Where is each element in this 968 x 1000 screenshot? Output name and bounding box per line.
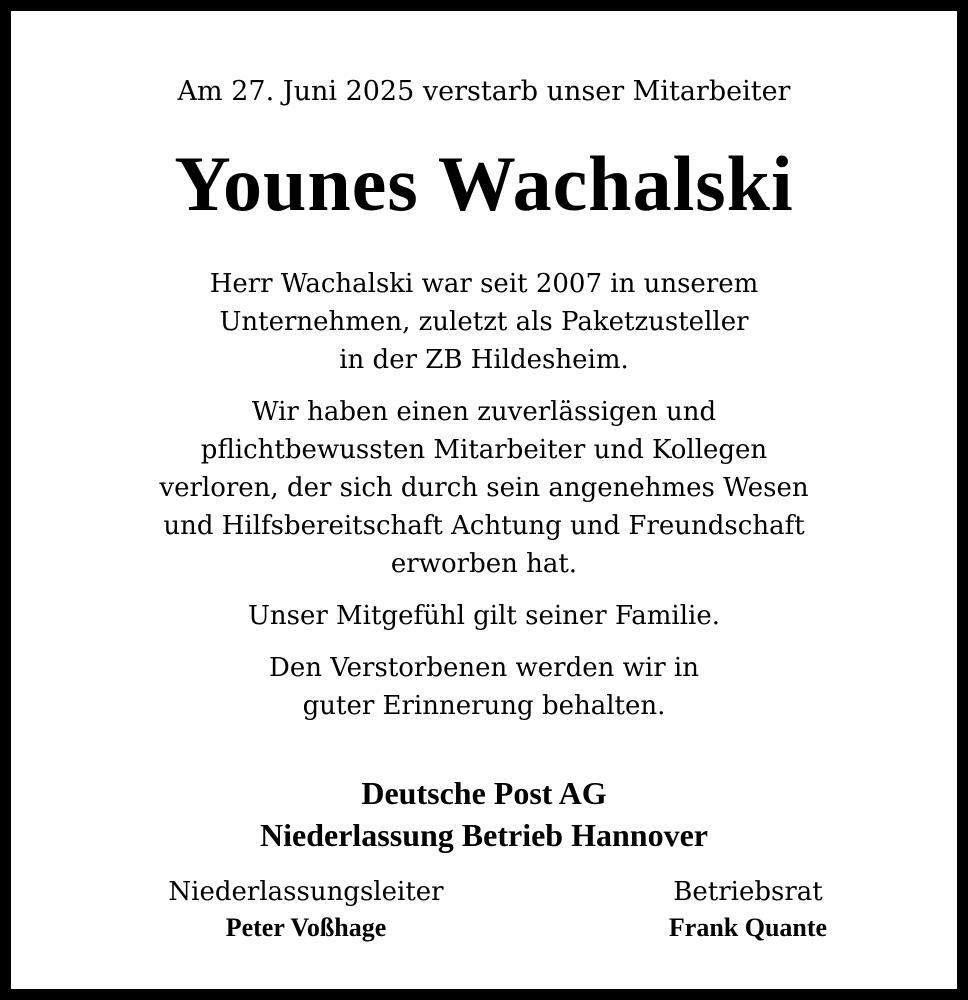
deceased-name: Younes Wachalski (174, 140, 794, 227)
paragraph-line: Herr Wachalski war seit 2007 in unserem (209, 269, 759, 299)
paragraph-line: Unser Mitgefühl gilt seiner Familie. (247, 601, 721, 631)
intro-text: Am 27. Juni 2025 verstarb unser Mitarbeiter (177, 76, 791, 107)
paragraph-line: Wir haben einen zuverlässigen und (251, 397, 717, 427)
paragraph-line: erworben hat. (390, 549, 578, 579)
signatory-left (131, 874, 481, 946)
signatory-role: Niederlassungsleiter (168, 877, 444, 907)
paragraph-line: Den Verstorbenen werden wir in (269, 653, 699, 683)
paragraph-line: guter Erinnerung behalten. (302, 691, 666, 721)
paragraph-line: Unternehmen, zuletzt als Paketzusteller (219, 307, 749, 337)
signatory-name: Peter Voßhage (225, 913, 387, 942)
company-name: Deutsche Post AG (361, 775, 607, 811)
paragraph-line: verloren, der sich durch sein angenehmes Wesen (159, 473, 809, 503)
paragraph-line: und Hilfsbereitschaft Achtung und Freundschaft (163, 511, 805, 541)
branch-name: Niederlassung Betrieb Hannover (260, 817, 708, 853)
paragraph-line: in der ZB Hildesheim. (339, 345, 629, 375)
signatory-right (583, 874, 913, 946)
signatory-name: Frank Quante (668, 913, 828, 942)
paragraph-line: pflichtbewussten Mitarbeiter und Kollegen (200, 435, 768, 465)
signatory-role: Betriebsrat (673, 877, 823, 907)
